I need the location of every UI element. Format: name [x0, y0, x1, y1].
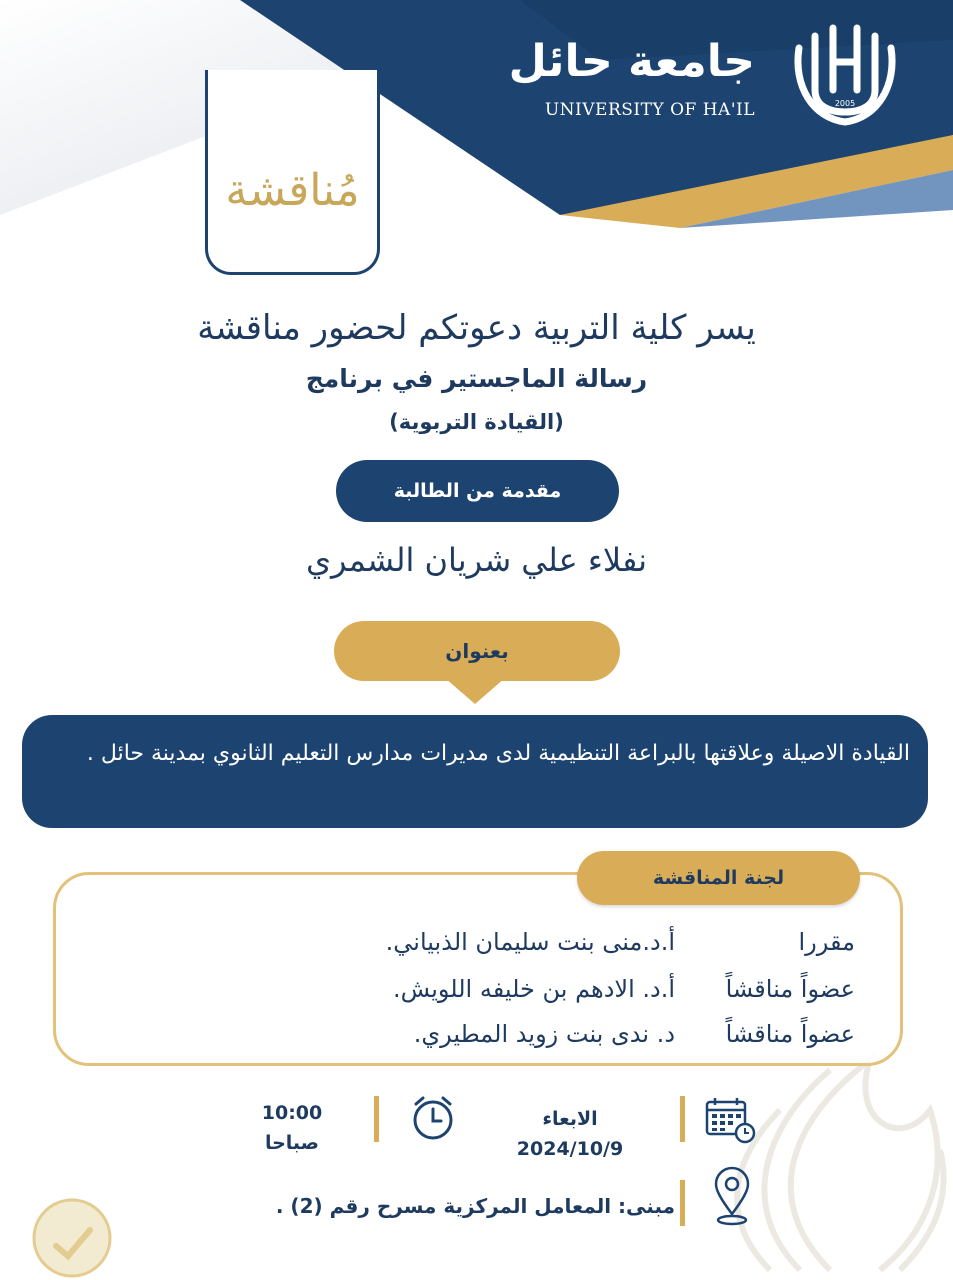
committee-name-2: أ.د. الادهم بن خليفه اللويش.	[392, 975, 675, 1003]
time-block	[240, 1098, 344, 1158]
university-name-arabic: جامعة حائل	[508, 36, 755, 87]
map-pin-icon	[710, 1164, 754, 1228]
divider	[680, 1180, 685, 1226]
committee-name-1: أ.د.منى بنت سليمان الذبياني.	[385, 928, 675, 956]
invitation-line-2: رسالة الماجستير في برنامج	[305, 364, 648, 393]
student-name: نفلاء علي شريان الشمري	[305, 541, 648, 579]
day-name: الابعاء	[542, 1108, 598, 1130]
divider	[680, 1096, 685, 1142]
committee-role-1: مقررا	[798, 928, 855, 956]
university-name-english: UNIVERSITY OF HA'IL	[544, 100, 755, 120]
committee-role-3: عضواً مناقشاً	[725, 1020, 855, 1048]
discussion-badge	[205, 70, 380, 275]
time-period: صباحا	[264, 1132, 320, 1154]
thesis-title: القيادة الاصيلة وعلاقتها بالبراعة التنظيمية لدى مديرات مدارس التعليم الثانوي بمدينة حائل .	[86, 741, 910, 766]
svg-text:2005: 2005	[834, 99, 856, 108]
date-value: 2024/10/9	[516, 1138, 624, 1160]
pill-pointer-icon	[445, 678, 505, 704]
invitation-line-1: يسر كلية التربية دعوتكم لحضور مناقشة	[197, 308, 756, 348]
divider	[374, 1096, 379, 1142]
alarm-clock-icon	[410, 1094, 456, 1142]
title-label-pill: بعنوان	[334, 621, 620, 681]
time-value: 10:00	[261, 1102, 323, 1124]
committee-role-2: عضواً مناقشاً	[725, 975, 855, 1003]
committee-name-3: د. ندى بنت زويد المطيري.	[413, 1020, 675, 1048]
thesis-title-box	[22, 715, 928, 828]
accreditation-seal-icon	[32, 1198, 112, 1278]
badge-word: مُناقشة	[225, 165, 360, 216]
presented-by-pill: مقدمة من الطالبة	[336, 460, 619, 522]
university-emblem-icon	[785, 14, 905, 132]
date-block	[505, 1104, 635, 1164]
committee-label-pill: لجنة المناقشة	[577, 851, 860, 905]
calendar-icon	[704, 1096, 756, 1144]
program-name: (القيادة التربوية)	[389, 410, 564, 434]
university-logo	[508, 14, 905, 132]
building-location: مبنى: المعامل المركزية مسرح رقم (2) .	[275, 1194, 675, 1218]
